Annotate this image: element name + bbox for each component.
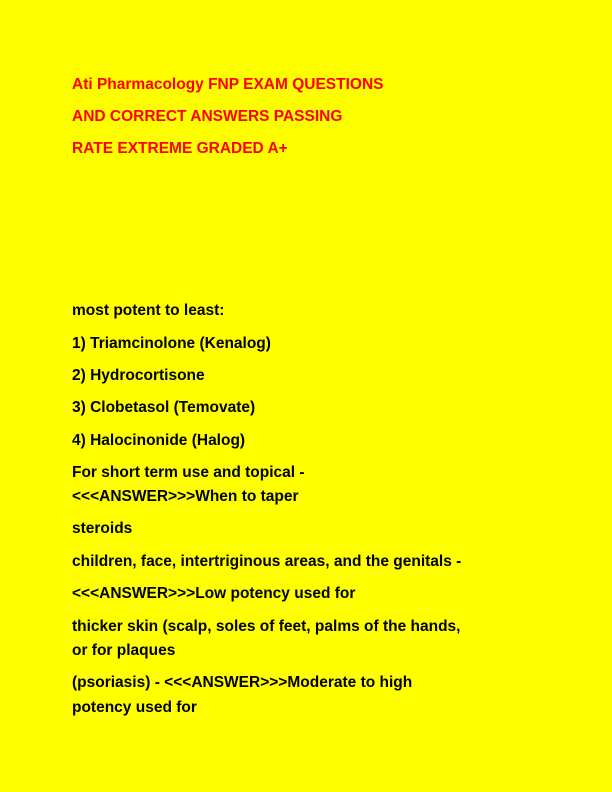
title-line-2: AND CORRECT ANSWERS PASSING <box>72 108 343 125</box>
body-line-list-item-4: 4) Halocinonide (Halog) <box>72 432 246 449</box>
body-line-answer-3: (psoriasis) - <<<ANSWER>>>Moderate to high <box>72 674 413 691</box>
title-line-1: Ati Pharmacology FNP EXAM QUESTIONS <box>72 76 384 93</box>
title-line-3: RATE EXTREME GRADED A+ <box>72 140 288 157</box>
body-line-question-1: For short term use and topical - <box>72 464 305 481</box>
body-line-potency-heading: most potent to least: <box>72 302 225 319</box>
body-line-answer-3-cont: potency used for <box>72 699 197 716</box>
body-line-list-item-3: 3) Clobetasol (Temovate) <box>72 399 256 416</box>
body-line-list-item-2: 2) Hydrocortisone <box>72 367 205 384</box>
body-line-list-item-1: 1) Triamcinolone (Kenalog) <box>72 335 271 352</box>
body-line-question-3-cont: or for plaques <box>72 642 176 659</box>
body-line-answer-1: <<<ANSWER>>>When to taper <box>72 488 299 505</box>
body-line-answer-2: <<<ANSWER>>>Low potency used for <box>72 585 356 602</box>
body-line-question-2: children, face, intertriginous areas, and the genitals - <box>72 553 462 570</box>
body-line-question-3: thicker skin (scalp, soles of feet, palms of the hands, <box>72 618 461 635</box>
body-line-answer-1-cont: steroids <box>72 520 133 537</box>
